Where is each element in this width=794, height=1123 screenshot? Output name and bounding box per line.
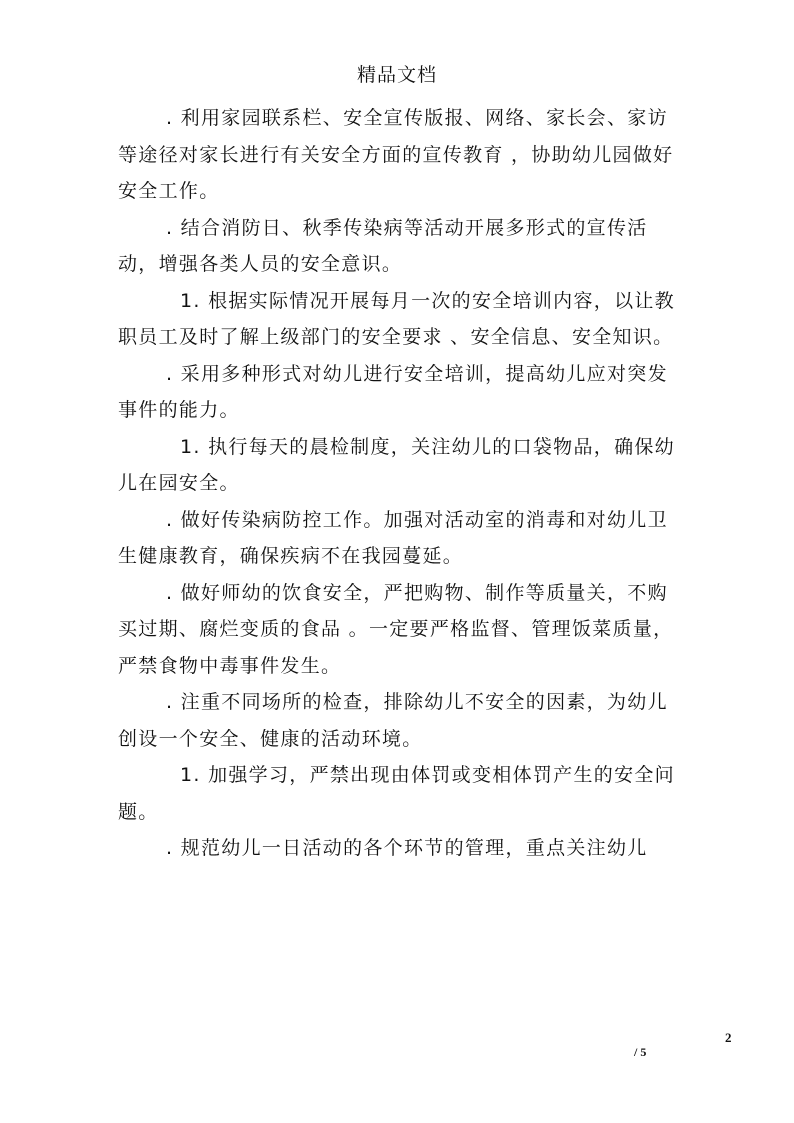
paragraph: 1. 根据实际情况开展每月一次的安全培训内容，以让教职员工及时了解上级部门的安全要求 、安全信息、安全知识。 — [118, 289, 675, 348]
paragraph: . 采用多种形式对幼儿进行安全培训，提高幼儿应对突发事件的能力。 — [118, 362, 668, 421]
paragraph: . 结合消防日、秋季传染病等活动开展多形式的宣传活动，增强各类人员的安全意识。 — [118, 216, 648, 275]
paragraph: . 注重不同场所的检查，排除幼儿不安全的因素，为幼儿创设一个安全、健康的活动环境。 — [118, 691, 668, 750]
document-body — [118, 100, 678, 867]
paragraph: 1. 执行每天的晨检制度，关注幼儿的口袋物品，确保幼儿在园安全。 — [118, 435, 675, 494]
paragraph: . 做好师幼的饮食安全，严把购物、制作等质量关，不购买过期、腐烂变质的食品 。一定要严格监督、管理饭菜质量，严禁食物中毒事件发生。 — [118, 581, 674, 677]
document-header-title: 精品文档 — [356, 64, 437, 86]
paragraph: 1. 加强学习，严禁出现由体罚或变相体罚产生的安全问题。 — [118, 764, 675, 823]
page-total: / 5 — [634, 1045, 647, 1059]
paragraph: . 规范幼儿一日活动的各个环节的管理，重点关注幼儿 — [166, 837, 648, 859]
paragraph: . 做好传染病防控工作。加强对活动室的消毒和对幼儿卫生健康教育，确保疾病不在我园蔓延。 — [118, 508, 668, 567]
paragraph: . 利用家园联系栏、安全宣传版报、网络、家长会、家访等途径对家长进行有关安全方面的宣传教育 ，协助幼儿园做好安全工作。 — [118, 107, 674, 202]
page-number: 2 — [725, 1030, 732, 1045]
